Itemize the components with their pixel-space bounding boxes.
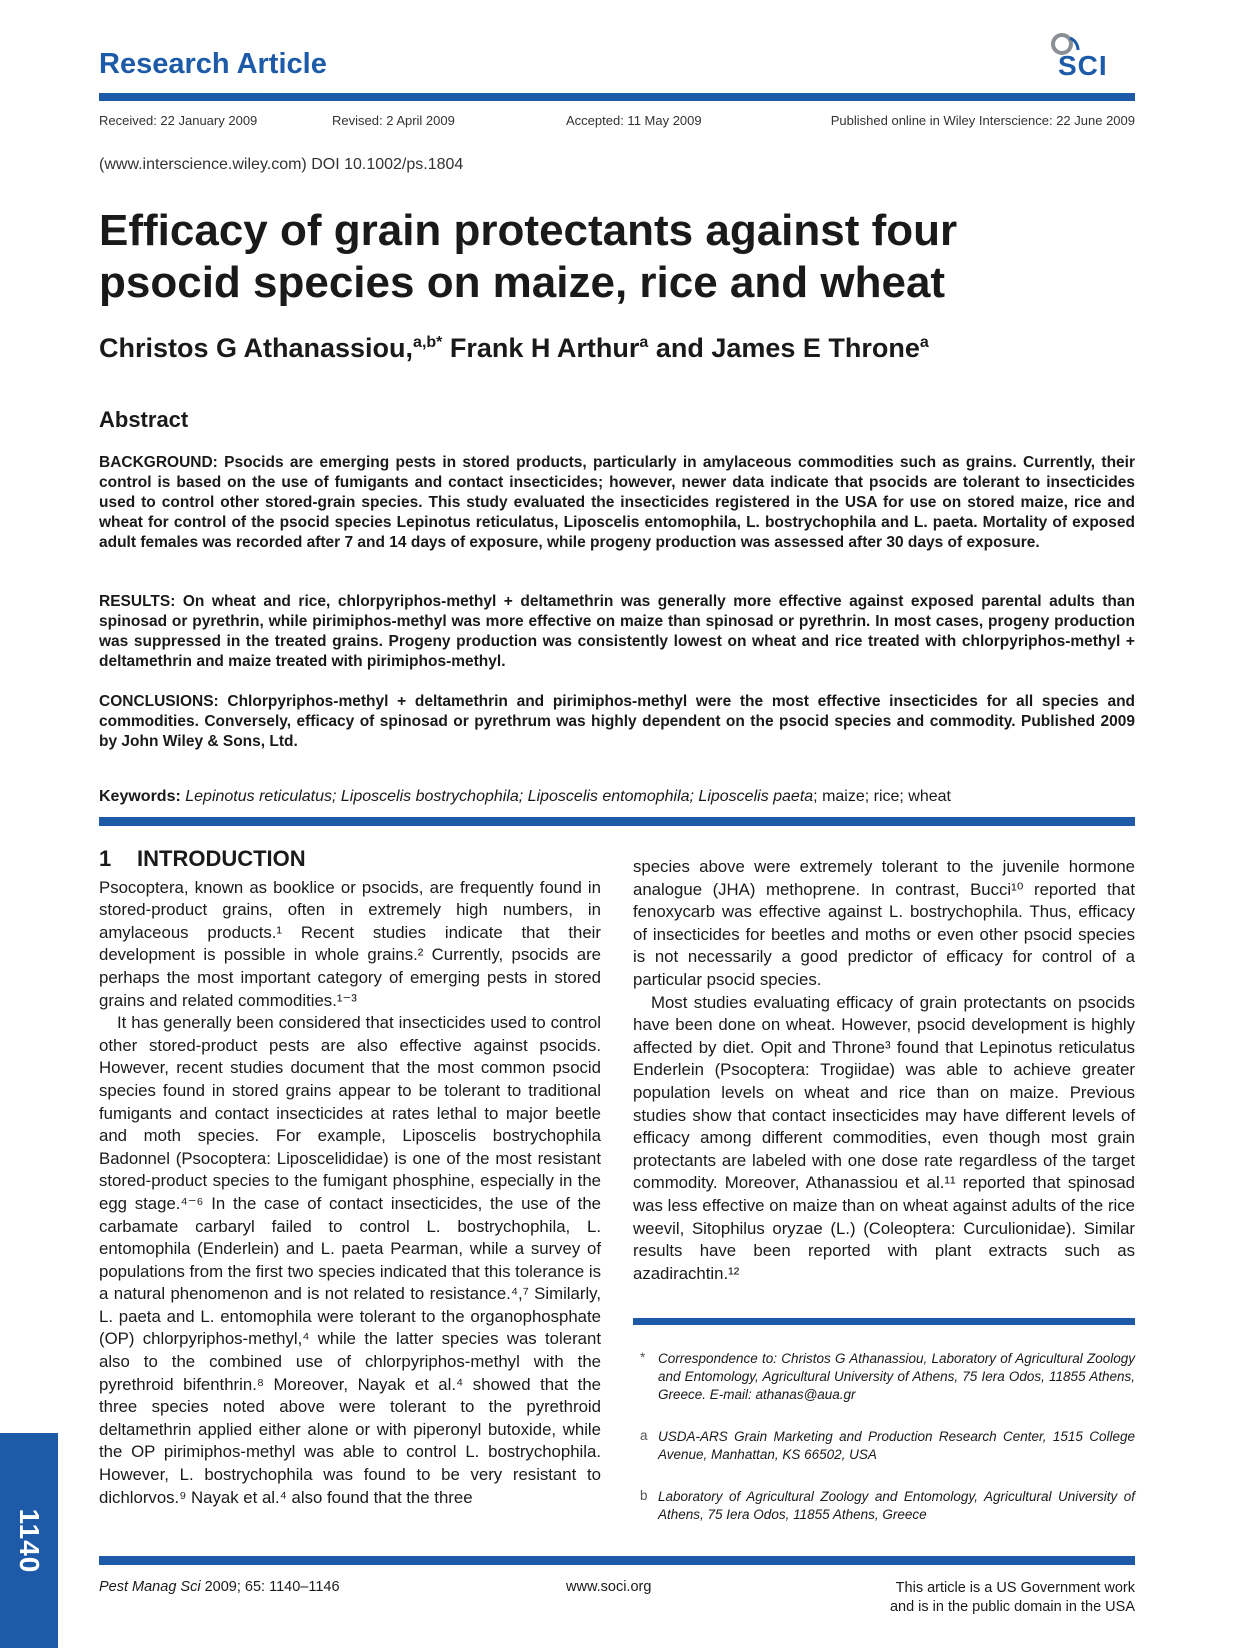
section-label: Research Article: [99, 48, 327, 80]
author-affiliation-mark: a: [639, 334, 649, 351]
author-name: Christos G Athanassiou,: [99, 333, 414, 363]
keywords-species: Lepinotus reticulatus; Liposcelis bostrychophila; Liposcelis entomophila; Liposcelis paeta: [185, 788, 814, 805]
abstract-rule: [99, 817, 1135, 826]
intro-left-column: [99, 848, 601, 1509]
author-affiliation-mark: a: [919, 334, 929, 351]
doi-line: (www.interscience.wiley.com) DOI 10.1002/ps.1804: [99, 156, 464, 173]
intro-paragraph: Psocoptera, known as booklice or psocids, are frequently found in stored-product grains, often in extremely high numbers, in amylaceous products.¹ Recent studies indicate that their development is possible in whole grains.² Currently, psocids are perhaps the most important category of emerging pests in stored grains and related commodities.¹⁻³: [99, 877, 601, 1010]
journal-name: Pest Manag Sci: [99, 1579, 201, 1595]
abstract-background: BACKGROUND: Psocids are emerging pests in stored products, particularly in amylaceous commodities such as grains. Currently, their control is based on the use of fumigants and contact insecticides; however, newer data indicate that psocids are tolerant to insecticides used to control other stored-grain species. This study evaluated the insecticides registered in the USA for use on stored maize, rice and wheat for control of the psocid species Lepinotus reticulatus, Liposcelis entomophila, L. bostrychophila and L. paeta. Mortality of exposed adult females was recorded after 7 and 14 days of exposure, while progeny production was assessed after 30 days of exposure.: [99, 454, 1135, 551]
received-date: Received: 22 January 2009: [99, 113, 258, 128]
rights-line: and is in the public domain in the USA: [889, 1599, 1135, 1615]
page-number-tab: [0, 1433, 58, 1648]
journal-website: www.soci.org: [566, 1579, 652, 1595]
revised-date: Revised: 2 April 2009: [332, 113, 455, 128]
intro-paragraph: It has generally been considered that insecticides used to control other stored-product pests are also effective against psocids. However, recent studies document that the most common psocid species found in stored grains appear to be tolerant to traditional fumigants and contact insecticides at rates lethal to major beetle and moth species. For example, Liposcelis bostrychophila Badonnel (Psocoptera: Liposcelididae) is one of the most resistant stored-product species to the fumigant phosphine, especially in the egg stage.⁴⁻⁶ In the case of contact insecticides, the use of the carbamate carbaryl failed to control L. bostrychophila, L. entomophila (Enderlein) and L. paeta Pearman, while a survey of populations from the first two species indicated that this tolerance is a natural phenomenon and is not related to resistance.⁴,⁷ Similarly, L. paeta and L. entomophila were tolerant to the organophosphate (OP) chlorpyriphos-methyl,⁴ while the latter species was tolerant also to the combined use of chlorpyriphos-methyl with the pyrethroid bifenthrin.⁸ Moreover, Nayak et al.⁴ showed that the three species noted above were tolerant to the pyrethroid deltamethrin applied either alone or with piperonyl butoxide, while the OP pirimiphos-methyl was able to control L. bostrychophila. However, L. bostrychophila was found to be very resistant to dichlorvos.⁹ Nayak et al.⁴ also found that the three: [99, 1013, 601, 1507]
keywords: [99, 788, 1135, 806]
abstract-conclusions: CONCLUSIONS: Chlorpyriphos-methyl + deltamethrin and pirimiphos-methyl were the most effective insecticides for all species and commodities. Conversely, efficacy of spinosad or pyrethrum was highly dependent on the psocid species and commodity. Published 2009 by John Wiley & Sons, Ltd.: [99, 693, 1135, 750]
correspondence-footnote: Correspondence to: Christos G Athanassiou, Laboratory of Agricultural Zoology and Entomology, Agricultural University of Athens, 75 Iera Odos, 11855 Athens, Greece. E-mail: athanas@aua.gr: [658, 1351, 1135, 1402]
footer-rule: [99, 1556, 1135, 1565]
author-name: Frank H Arthur: [442, 333, 640, 363]
author-name: and James E Throne: [648, 333, 920, 363]
section-number: 1: [99, 846, 112, 871]
rights-line: This article is a US Government work: [895, 1580, 1135, 1596]
author-affiliation-mark: a,b*: [413, 334, 443, 351]
footnote-mark: *: [640, 1350, 646, 1365]
intro-paragraph: species above were extremely tolerant to the juvenile hormone analogue (JHA) methoprene. In contrast, Bucci¹⁰ reported that fenoxycarb was effective against L. bostrychophila. Thus, efficacy of insecticides for beetles and moths or even other psocid species is not necessarily a good predictor of efficacy for control of a particular psocid species.: [633, 857, 1135, 989]
abstract-heading: Abstract: [99, 407, 189, 432]
affiliation-b-footnote: Laboratory of Agricultural Zoology and Entomology, Agricultural University of Athens, 75 Iera Odos, 11855 Athens, Greece: [658, 1489, 1135, 1522]
keywords-commodities: ; maize; rice; wheat: [813, 788, 951, 805]
intro-heading: [99, 848, 601, 871]
article-title: Efficacy of grain protectants against four psocid species on maize, rice and wheat: [99, 206, 958, 307]
rights-notice: [890, 1579, 1135, 1617]
footnote-mark: b: [640, 1488, 648, 1503]
sci-logo: [1040, 30, 1140, 82]
journal-citation: [99, 1579, 340, 1595]
section-title: INTRODUCTION: [137, 846, 306, 871]
header-rule: [99, 93, 1135, 101]
published-date: Published online in Wiley Interscience: 22 June 2009: [830, 113, 1135, 128]
abstract-results: RESULTS: On wheat and rice, chlorpyriphos-methyl + deltamethrin was generally more effective against exposed parental adults than spinosad or pyrethrin, while pirimiphos-methyl was more effective on maize than spinosad or pyrethrin. In most cases, progeny production was suppressed in the treated grains. Progeny production was consistently lowest on wheat and rice treated with chlorpyriphos-methyl + deltamethrin and maize treated with pirimiphos-methyl.: [99, 593, 1135, 670]
accepted-date: Accepted: 11 May 2009: [566, 113, 702, 128]
intro-paragraph: Most studies evaluating efficacy of grain protectants on psocids have been done on wheat. However, psocid development is highly affected by diet. Opit and Throne³ found that Lepinotus reticulatus Enderlein (Psocoptera: Trogiidae) was able to achieve greater population levels on wheat and rice than on maize. Previous studies show that contact insecticides may have different levels of efficacy among different commodities, even though most grain protectants are labeled with one dose rate regardless of the target commodity. Moreover, Athanassiou et al.¹¹ reported that spinosad was less effective on maize than on wheat against adults of the rice weevil, Sitophilus oryzae (L.) (Coleoptera: Curculionidae). Similar results have been reported with plant extracts such as azadirachtin.¹²: [633, 992, 1135, 1283]
author-list: [99, 333, 929, 364]
footnote-rule: [633, 1318, 1135, 1325]
intro-right-column: [633, 856, 1135, 1285]
journal-volume: 2009; 65: 1140–1146: [200, 1579, 340, 1595]
logo-text: SCI: [1058, 50, 1108, 81]
footnote-mark: a: [640, 1428, 648, 1443]
affiliation-a-footnote: USDA-ARS Grain Marketing and Production Research Center, 1515 College Avenue, Manhattan, KS 66502, USA: [658, 1429, 1135, 1462]
keywords-label: Keywords:: [99, 788, 181, 805]
page-number: 1140: [14, 1508, 45, 1573]
